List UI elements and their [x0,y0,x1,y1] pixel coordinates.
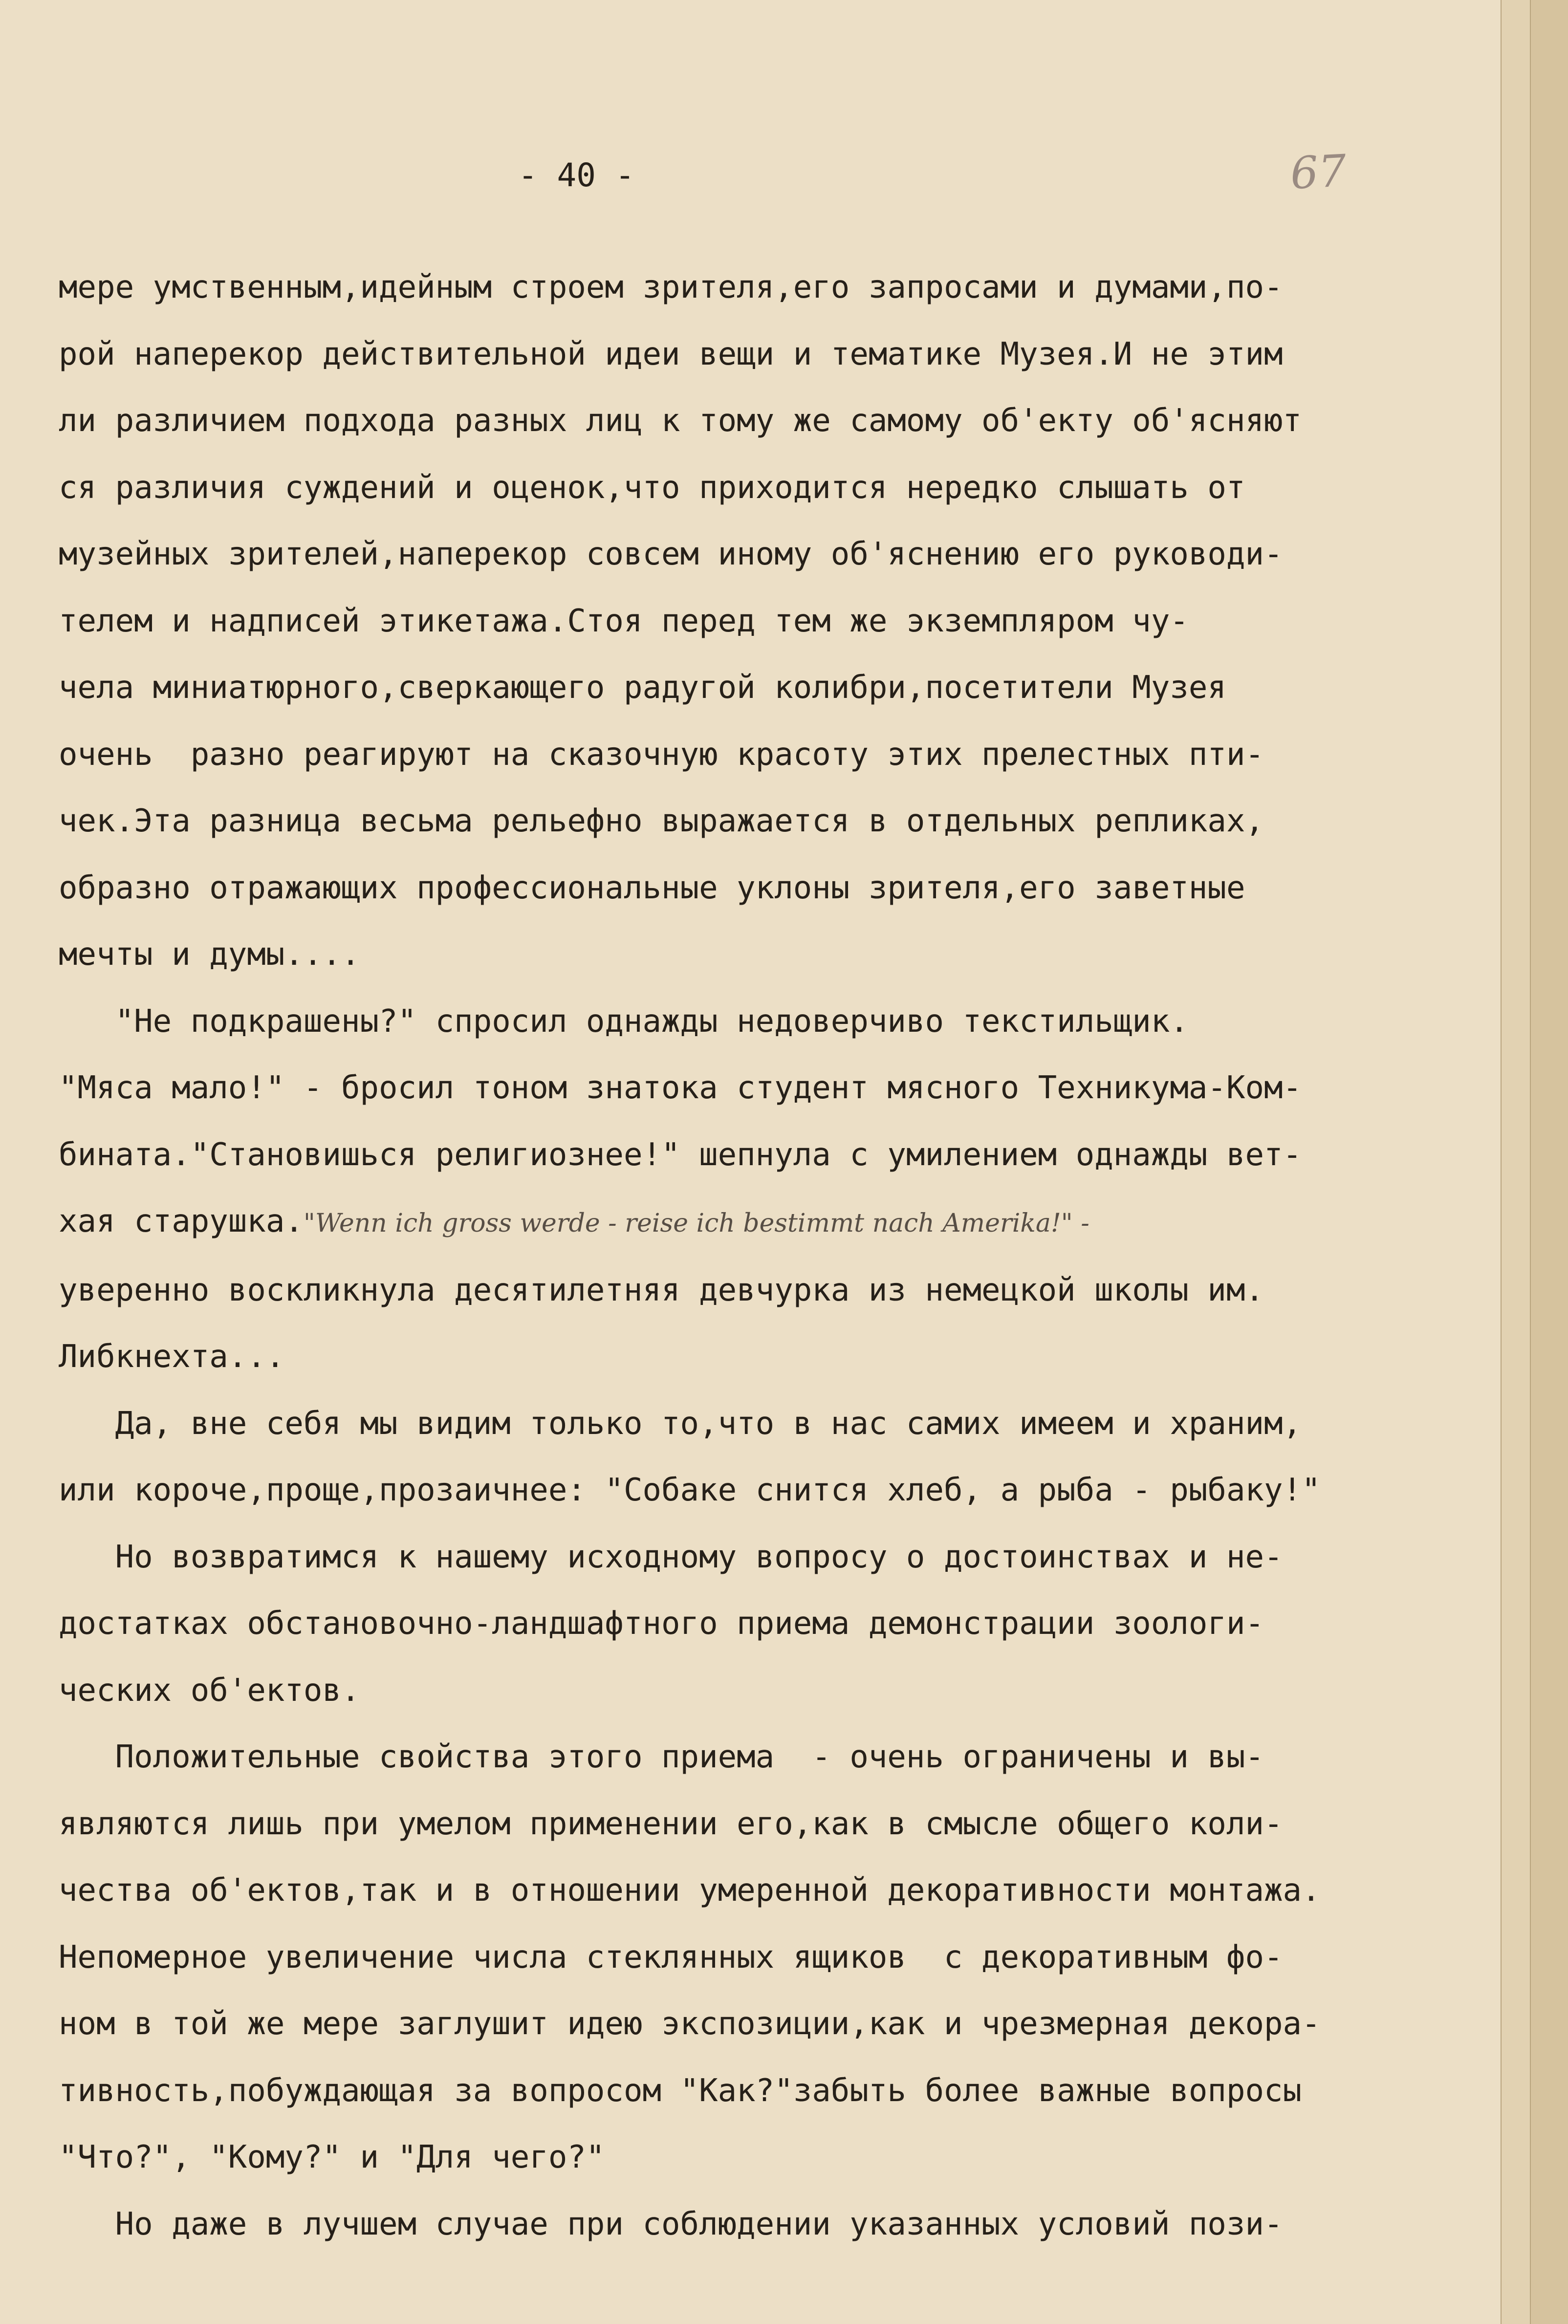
underlying-page-edge [1501,0,1531,2324]
underlying-page-edge [1530,0,1568,2324]
typed-body-text [59,254,1505,2258]
text-line: ческих об'ектов. [59,1672,360,1709]
text-line: Либкнехта... [59,1339,285,1375]
text-line: "Не подкрашены?" спросил однажды недоверчиво текстильщик. [59,1003,1189,1040]
text-line: тивность,побуждающая за вопросом "Как?"забыть более важные вопросы [59,2072,1302,2109]
text-line: хая старушка. [59,1203,304,1239]
text-line: мере умственным,идейным строем зрителя,его запросами и думами,по- [59,269,1283,305]
text-line: бината."Становишься религиознее!" шепнула с умилением однажды вет- [59,1136,1302,1173]
text-line: "Мяса мало!" - бросил тоном знатока студент мясного Техникума-Ком- [59,1070,1302,1106]
text-line: Но возвратимся к нашему исходному вопросу о достоинствах и не- [59,1539,1283,1575]
text-line: Положительные свойства этого приема - очень ограничены и вы- [59,1739,1264,1775]
text-line: ся различия суждений и оценок,что приходится нередко слышать от [59,469,1245,506]
text-line: рой наперекор действительной идеи вещи и тематике Музея.И не этим [59,336,1283,372]
page-number: - 40 - [518,156,635,194]
text-line: телем и надписей этикетажа.Стоя перед тем же экземпляром чу- [59,603,1189,639]
handwritten-note: "Wenn ich gross werde - reise ich bestimmt nach Amerika!" - [303,1209,1089,1238]
text-line: "Что?", "Кому?" и "Для чего?" [59,2139,605,2175]
text-line-with-note [59,1188,1505,1257]
text-line: уверенно воскликнула десятилетняя девчурка из немецкой школы им. [59,1272,1264,1308]
text-line: чела миниатюрного,сверкающего радугой колибри,посетители Музея [59,670,1226,706]
text-line: Да, вне себя мы видим только то,что в нас самих имеем и храним, [59,1405,1302,1442]
text-line: или короче,проще,прозаичнее: "Собаке снится хлеб, а рыба - рыбаку!" [59,1472,1321,1508]
text-line: образно отражающих профессиональные уклоны зрителя,его заветные [59,869,1245,906]
text-line: Непомерное увеличение числа стеклянных ящиков с декоративным фо- [59,1939,1283,1976]
text-line: достатках обстановочно-ландшафтного приема демонстрации зоологи- [59,1606,1264,1642]
text-line: являются лишь при умелом применении его,как в смысле общего коли- [59,1805,1283,1842]
text-line: Но даже в лучшем случае при соблюдении указанных условий пози- [59,2206,1283,2242]
text-line: музейных зрителей,наперекор совсем иному об'яснению его руководи- [59,536,1283,572]
text-line: очень разно реагируют на сказочную красоту этих прелестных пти- [59,736,1264,773]
text-line: чек.Эта разница весьма рельефно выражается в отдельных репликах, [59,803,1264,839]
text-line: чества об'ектов,так и в отношении умеренной декоративности монтажа. [59,1872,1321,1909]
text-line: мечты и думы.... [59,936,360,973]
archive-number: 67 [1289,145,1348,199]
text-line: ном в той же мере заглушит идею экспозиции,как и чрезмерная декора- [59,2006,1321,2042]
text-line: ли различием подхода разных лиц к тому же самому об'екту об'ясняют [59,403,1302,439]
